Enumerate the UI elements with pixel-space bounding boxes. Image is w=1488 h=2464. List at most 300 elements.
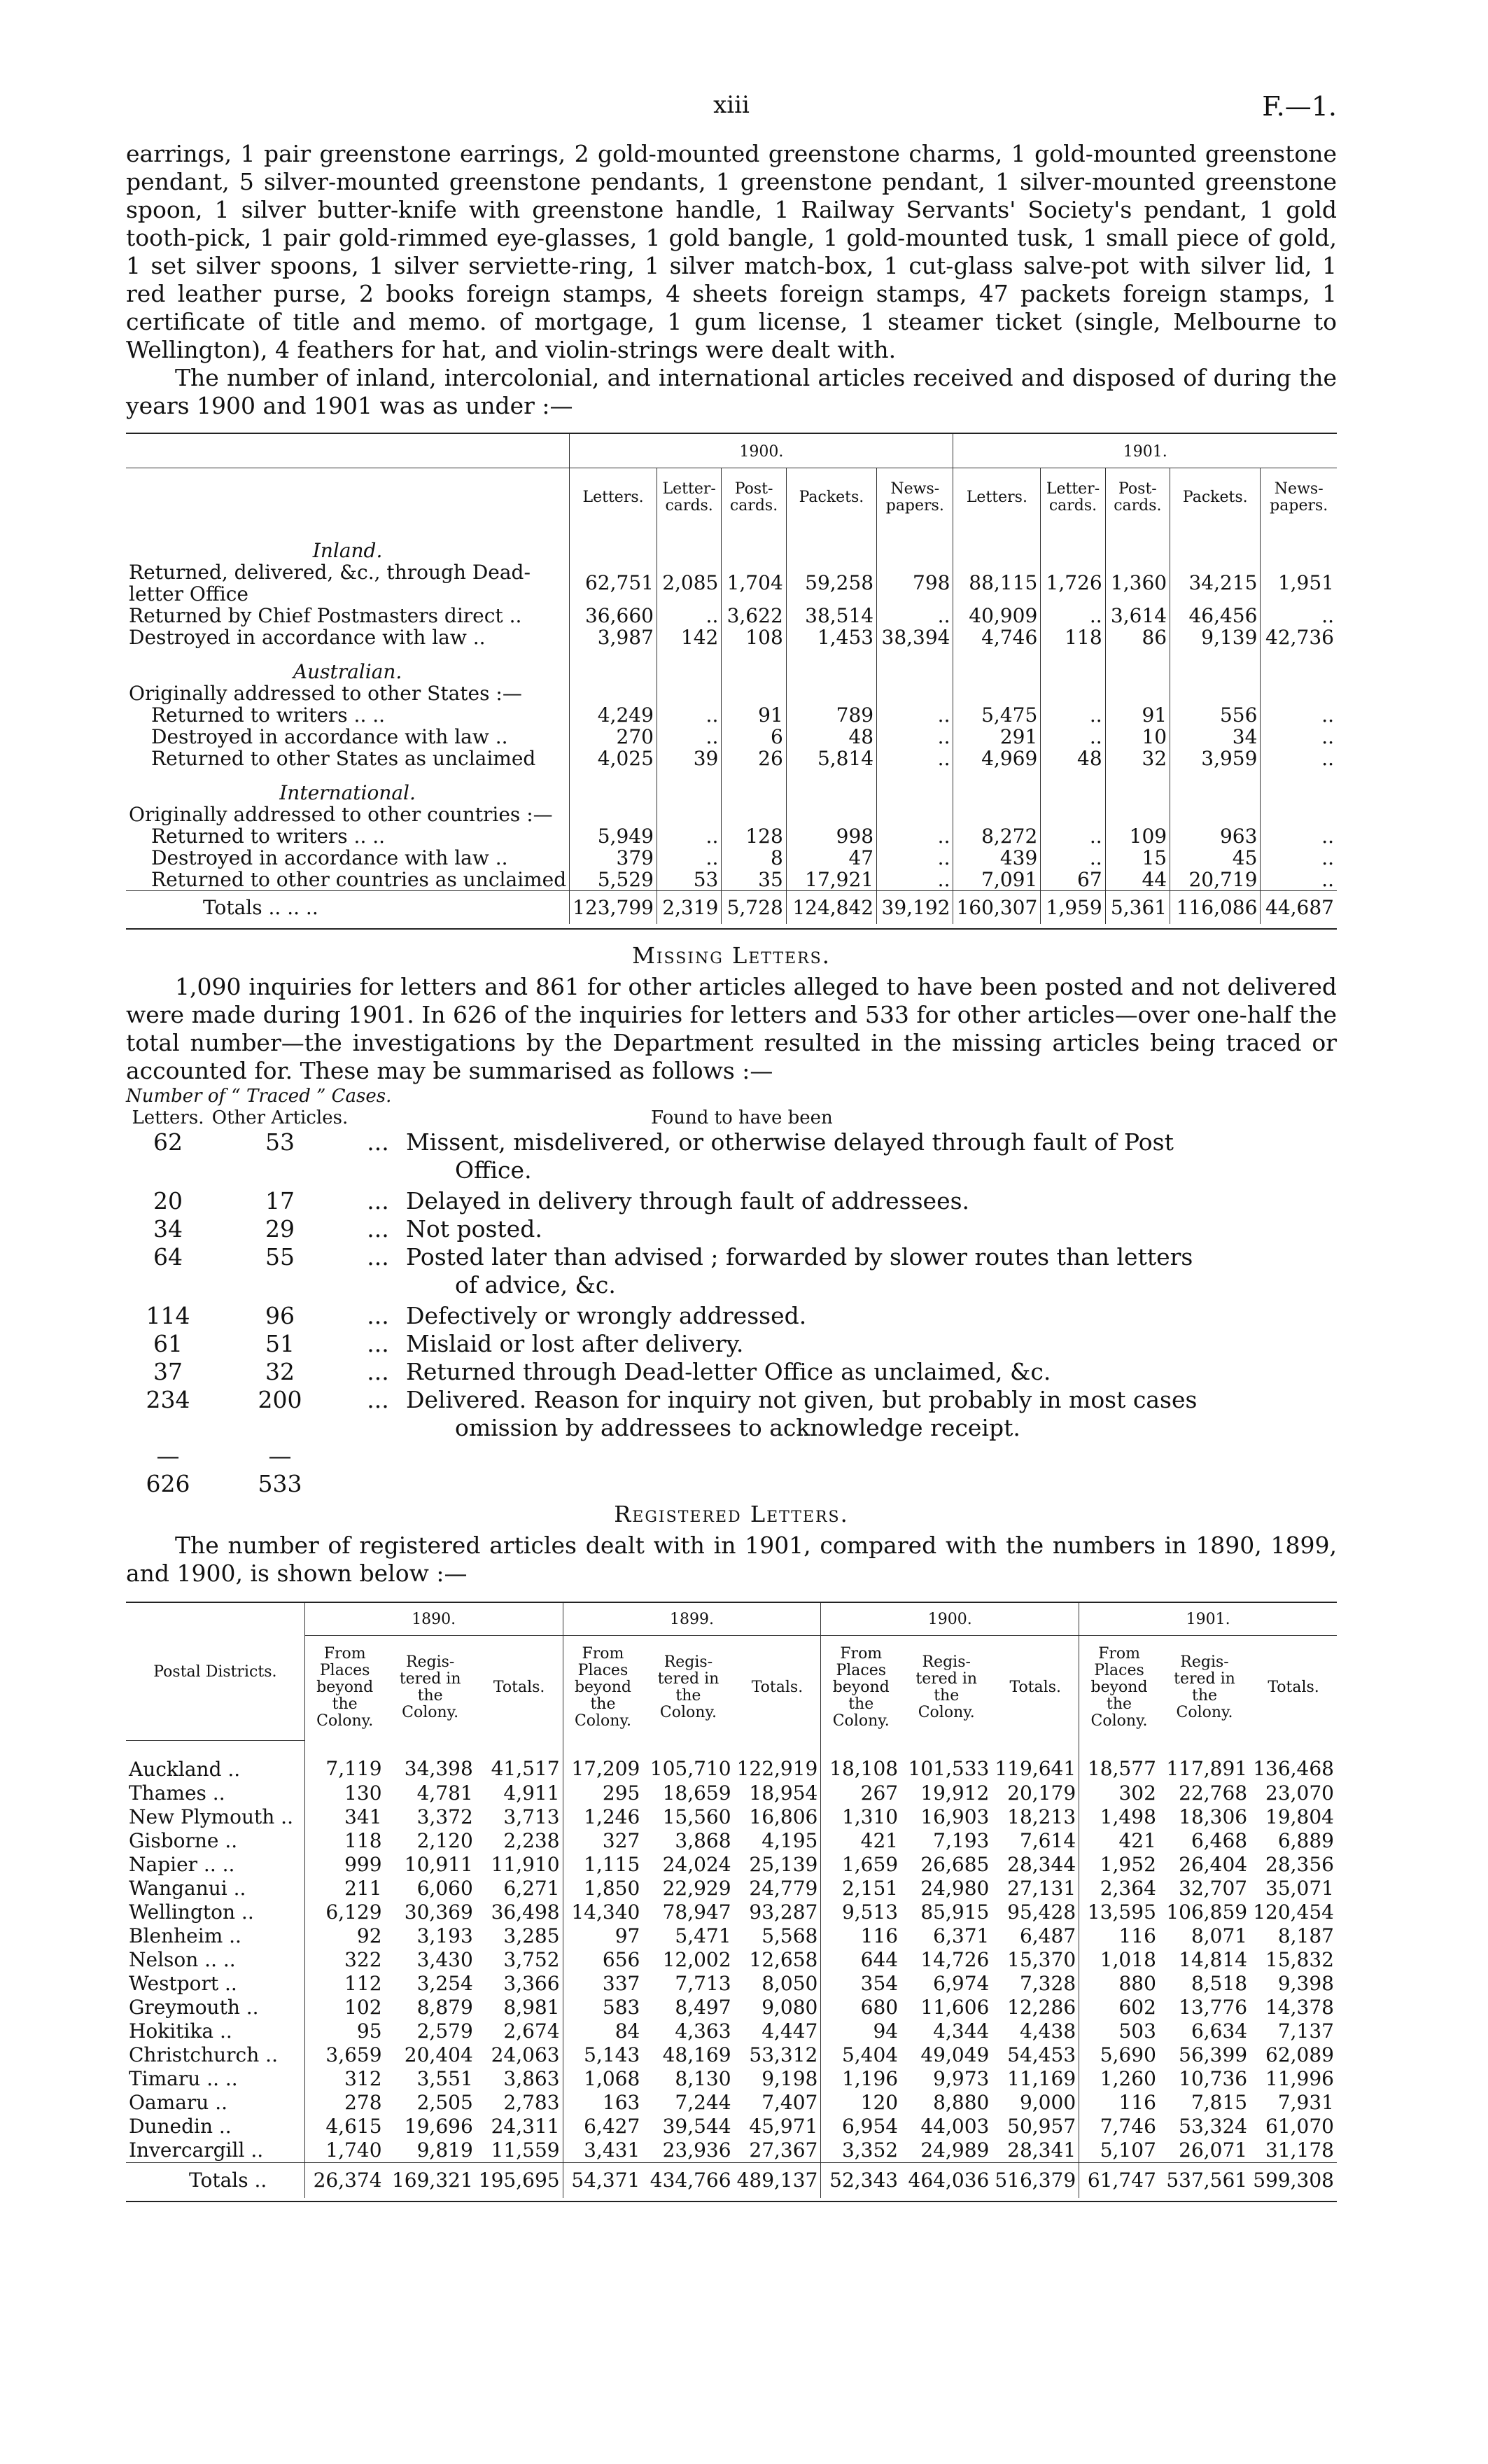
table-row [126, 1877, 1337, 1900]
district-name: Hokitika .. [129, 2019, 232, 2043]
cell-value: 91 [1105, 704, 1170, 726]
cell-value: 3,193 [416, 1924, 473, 1947]
cell-value: 7,091 [953, 869, 1041, 891]
cell-value: 16,903 [920, 1805, 990, 1828]
cell-value: 24,063 [491, 2043, 560, 2066]
cell-value: 19,696 [404, 2114, 473, 2138]
cell-value: 23,936 [662, 2138, 731, 2162]
district-name: Nelson .. .. [129, 1947, 236, 1971]
cell-value: 270 [570, 726, 657, 748]
cell-value: 24,024 [662, 1852, 731, 1876]
row-label: Destroyed in accordance with law .. [129, 625, 486, 649]
cell-value: 20,404 [404, 2043, 473, 2066]
cell-value: 6,974 [933, 1971, 990, 1995]
table-row [126, 2115, 1337, 2138]
cell-value: 105,710 [650, 1757, 731, 1781]
cell-value: 3,987 [570, 626, 657, 648]
case-description [406, 1330, 1337, 1358]
row-label: Destroyed in accordance with law .. [151, 846, 508, 869]
totals-row [126, 2162, 1337, 2198]
cell-value: 19,804 [1265, 1805, 1334, 1828]
column-header: News-papers. [1261, 468, 1337, 527]
cell-value: 31,178 [1265, 2138, 1334, 2162]
cell-value: 3,713 [503, 1805, 560, 1828]
cell-value: 54,453 [1007, 2043, 1076, 2066]
column-header: Post-cards. [1105, 468, 1170, 527]
district-name: Napier .. .. [129, 1852, 235, 1876]
cell-value: 44,003 [920, 2114, 990, 2138]
cell-value: 28,356 [1265, 1852, 1334, 1876]
case-description [406, 1358, 1337, 1386]
cell-value: 27,367 [749, 2138, 818, 2162]
total-value: 169,321 [385, 2162, 476, 2198]
column-header: Packets. [786, 468, 876, 527]
total-value: 26,374 [304, 2162, 384, 2198]
district-name: Auckland .. [129, 1757, 241, 1781]
cell-value: 7,931 [1277, 2090, 1334, 2114]
cell-value: 1,310 [821, 1805, 901, 1829]
cell-value: 10 [1105, 726, 1170, 748]
cell-value: 5,690 [1079, 2043, 1159, 2067]
district-name: Greymouth .. [129, 1995, 259, 2019]
table-row [126, 1924, 1337, 1948]
case-description [406, 1215, 1337, 1243]
table-row [126, 1829, 1337, 1853]
cell-value: 32,707 [1179, 1876, 1248, 1900]
cell-value: 312 [304, 2067, 384, 2091]
cell-value: .. [1261, 847, 1337, 869]
cell-value: 4,195 [761, 1828, 818, 1852]
letters-col-header: Letters. [132, 1107, 204, 1128]
cell-value: .. [877, 825, 953, 847]
cell-value: 25,139 [749, 1852, 818, 1876]
district-name: Gisborne .. [129, 1828, 238, 1852]
column-header: Letters. [570, 468, 657, 527]
cell-value: 3,752 [503, 1947, 560, 1971]
cell-value: 85,915 [920, 1900, 990, 1924]
cell-value: 2,579 [416, 2019, 473, 2043]
cell-value: 880 [1079, 1972, 1159, 1996]
cell-value: 3,430 [416, 1947, 473, 1971]
page-header [126, 84, 1337, 140]
cell-value: 93,287 [749, 1900, 818, 1924]
cell-value: 39 [657, 748, 721, 769]
cell-value: 5,471 [675, 1924, 731, 1947]
cell-value: 40,909 [953, 605, 1041, 626]
cell-value: 12,658 [749, 1947, 818, 1971]
section-title: Inland. [312, 538, 383, 562]
letters-count: 234 [146, 1385, 190, 1413]
cell-value: 19,912 [920, 1781, 990, 1805]
cell-value: 6,487 [1019, 1924, 1076, 1947]
total-value: 5,728 [722, 890, 786, 924]
table-row [126, 1853, 1337, 1877]
section-subtitle: Originally addressed to other States :— [129, 681, 522, 705]
cell-value: 8,187 [1277, 1924, 1334, 1947]
letters-count: 61 [153, 1329, 183, 1357]
total-value: 1,959 [1041, 890, 1105, 924]
traced-cases-list: Number of “ Traced ” Cases. Letters. Other Articles. Found to have been 62 53 ... Missent, misdelivered, or otherwise delayed through fault of Post Office. 20 17 ... Delayed in delivery through fault of addressees. 34 29 ... Not posted. 64 55 ... Posted later than advised ; forwarded by slower routes than letters of advice, &c. 114 96 ... Defectively or wrongly addressed. 61 51 ... Mislaid or lost after delivery. 37 32 ... Returned through Dead-letter Office as unclaimed, &c. 234 200 ... Delivered. Reason for inquiry not given, but probably in most cases omission by addressees to acknowledge receipt. — — 626 533 [126, 1085, 1337, 1498]
cell-value: 14,340 [563, 1900, 643, 1924]
cell-value: 34 [1170, 726, 1261, 748]
cell-value: 35,071 [1265, 1876, 1334, 1900]
cell-value: .. [1261, 726, 1337, 748]
cell-value: 56,399 [1179, 2043, 1248, 2066]
cell-value: 680 [821, 1996, 901, 2019]
cell-value: 2,151 [821, 1877, 901, 1900]
letters-count: 114 [146, 1301, 190, 1329]
cell-value: 28,341 [1007, 2138, 1076, 2162]
cell-value: 1,498 [1079, 1805, 1159, 1829]
subcolumn-header: From Places beyond the Colony. [304, 1635, 384, 1740]
leader-dots: ... [367, 1186, 389, 1214]
total-value: 464,036 [901, 2162, 992, 2198]
cell-value: 3,254 [416, 1971, 473, 1995]
cell-value: 4,447 [761, 2019, 818, 2043]
section-title: Australian. [293, 659, 402, 683]
cell-value: 122,919 [736, 1757, 818, 1781]
district-name: Thames .. [129, 1781, 225, 1805]
cell-value: 62,751 [570, 561, 657, 605]
cell-value: 53,312 [749, 2043, 818, 2066]
cell-value: .. [877, 869, 953, 891]
table-row [126, 869, 1337, 891]
cell-value: 1,740 [304, 2138, 384, 2163]
cell-value: 267 [821, 1782, 901, 1805]
cell-value: 18,306 [1179, 1805, 1248, 1828]
list-item [126, 1302, 1337, 1330]
registered-table [126, 1603, 1337, 2198]
subcolumn-header: Regis-tered in the Colony. [915, 1653, 978, 1722]
cell-value: 6 [722, 726, 786, 748]
cell-value: 53,324 [1179, 2114, 1248, 2138]
total-value: 44,687 [1261, 890, 1337, 924]
document-page [126, 84, 1337, 2202]
cell-value: 61,070 [1265, 2114, 1334, 2138]
row-label: Returned to other States as unclaimed [151, 746, 536, 770]
cell-value: 62,089 [1265, 2043, 1334, 2066]
cell-value: 1,260 [1079, 2067, 1159, 2091]
traced-caption: Number of “ Traced ” Cases. [126, 1085, 392, 1107]
total-value: 195,695 [476, 2162, 563, 2198]
cell-value: 142 [657, 626, 721, 648]
cell-value: 118 [304, 1829, 384, 1853]
cell-value: 27,131 [1007, 1876, 1076, 1900]
cell-value: 3,352 [821, 2138, 901, 2163]
other-count: 53 [265, 1128, 295, 1156]
subcolumn-header: Regis-tered in the Colony. [1174, 1653, 1235, 1722]
letters-count: 34 [153, 1214, 183, 1242]
table-row [126, 726, 1337, 748]
cell-value: 11,559 [491, 2138, 560, 2162]
cell-value: 354 [821, 1972, 901, 1996]
table-row [126, 1805, 1337, 1829]
total-letters: 626 [146, 1469, 190, 1497]
cell-value: 39,544 [662, 2114, 731, 2138]
cell-value: 8,497 [675, 1995, 731, 2019]
cell-value: .. [657, 847, 721, 869]
table-row [126, 1996, 1337, 2019]
cell-value: 6,634 [1191, 2019, 1248, 2043]
other-count: 29 [265, 1214, 295, 1242]
cell-value: 84 [563, 2019, 643, 2043]
column-header: Letters. [953, 468, 1041, 527]
cell-value: 439 [953, 847, 1041, 869]
cell-value: 13,595 [1079, 1900, 1159, 1924]
column-header: Letter-cards. [1041, 468, 1105, 527]
letters-count: 64 [153, 1242, 183, 1270]
row-label: Returned by Chief Postmasters direct .. [129, 603, 522, 627]
district-name: Invercargill .. [129, 2138, 264, 2162]
table-row [126, 561, 1337, 605]
cell-value: .. [1261, 704, 1337, 726]
district-name: Wellington .. [129, 1900, 254, 1924]
cell-value: 8,272 [953, 825, 1041, 847]
subcolumn-header: From Places beyond the Colony. [821, 1635, 901, 1740]
cell-value: 4,438 [1019, 2019, 1076, 2043]
subcolumn-header: From Places beyond the Colony. [563, 1635, 643, 1740]
table-row [126, 748, 1337, 769]
cell-value: .. [1261, 605, 1337, 626]
total-value: 489,137 [734, 2162, 821, 2198]
cell-value: 503 [1079, 2019, 1159, 2043]
total-value: 2,319 [657, 890, 721, 924]
cell-value: 9,139 [1170, 626, 1261, 648]
cell-value: 9,398 [1277, 1971, 1334, 1995]
cell-value: 24,980 [920, 1876, 990, 1900]
cell-value: 3,614 [1105, 605, 1170, 626]
cell-value: .. [877, 748, 953, 769]
cell-value: 92 [304, 1924, 384, 1948]
cell-value: 20,719 [1170, 869, 1261, 891]
cell-value: 119,641 [995, 1757, 1076, 1781]
cell-value: 136,468 [1253, 1757, 1334, 1781]
cell-value: 9,080 [761, 1995, 818, 2019]
cell-value: 337 [563, 1972, 643, 1996]
cell-value: 15,370 [1007, 1947, 1076, 1971]
table-row [126, 605, 1337, 626]
cell-value: 128 [722, 825, 786, 847]
cell-value: 4,746 [953, 626, 1041, 648]
section-title: International. [279, 780, 416, 804]
cell-value: .. [877, 726, 953, 748]
cell-value: 26 [722, 748, 786, 769]
other-count: 55 [265, 1242, 295, 1270]
district-name: Timaru .. .. [129, 2066, 238, 2090]
table-row [126, 704, 1337, 726]
cell-value: .. [1261, 869, 1337, 891]
cell-value: 15,832 [1265, 1947, 1334, 1971]
dead-letter-table [126, 434, 1337, 924]
subcolumn-header: Regis-tered in the Colony. [399, 1653, 461, 1722]
leader-dots: ... [367, 1214, 389, 1242]
totals-row [126, 890, 1337, 924]
description-text: Posted later than advised ; forwarded by slower routes than letters [406, 1242, 1193, 1270]
cell-value: .. [1041, 825, 1105, 847]
leader-dots: ... [367, 1128, 389, 1156]
table-row [126, 2067, 1337, 2091]
cell-value: 12,286 [1007, 1995, 1076, 2019]
list-item [126, 1243, 1337, 1299]
cell-value: 78,947 [662, 1900, 731, 1924]
cell-value: 7,328 [1019, 1971, 1076, 1995]
column-header: Packets. [1170, 468, 1261, 527]
registered-letters-heading: Registered Letters. [614, 1500, 849, 1527]
totals-label: Totals .. .. .. [126, 890, 570, 924]
cell-value: .. [657, 704, 721, 726]
cell-value: 6,889 [1277, 1828, 1334, 1852]
district-name: Westport .. [129, 1971, 237, 1995]
table-row [126, 1972, 1337, 1996]
total-value: 516,379 [992, 2162, 1079, 2198]
row-label: Returned to writers .. .. [151, 703, 386, 727]
cell-value: 2,120 [416, 1828, 473, 1852]
cell-value: 1,952 [1079, 1853, 1159, 1877]
cell-value: 7,746 [1079, 2115, 1159, 2138]
column-header: Post-cards. [722, 468, 786, 527]
cell-value: 1,196 [821, 2067, 901, 2091]
cell-value: .. [1261, 825, 1337, 847]
cell-value: .. [1041, 605, 1105, 626]
cell-value: 24,311 [491, 2114, 560, 2138]
year-header: 1901. [953, 434, 1337, 468]
cell-value: 53 [657, 869, 721, 891]
cell-value: 644 [821, 1948, 901, 1972]
cell-value: .. [657, 726, 721, 748]
table-row [126, 847, 1337, 869]
cell-value: 30,369 [404, 1900, 473, 1924]
cell-value: 8,981 [503, 1995, 560, 2019]
missing-paragraph: 1,090 inquiries for letters and 861 for other articles alleged to have been posted and not delivered were made during 1901. In 626 of the inquiries for letters and 533 for other articles—over one-half the total number—the investigations by the Department resulted in the missing articles being traced or accounted for. These may be summarised as follows :— [126, 972, 1337, 1084]
cell-value: 17,209 [563, 1740, 643, 1782]
total-value: 61,747 [1079, 2162, 1159, 2198]
cell-value: 5,814 [786, 748, 876, 769]
cell-value: 18,659 [662, 1781, 731, 1805]
leader-dots: ... [367, 1329, 389, 1357]
cell-value: 1,068 [563, 2067, 643, 2091]
subcolumn-header: Totals. [493, 1679, 545, 1697]
list-item [126, 1215, 1337, 1243]
cell-value: 583 [563, 1996, 643, 2019]
registered-paragraph: The number of registered articles dealt with in 1901, compared with the numbers in 1890, 1899, and 1900, is shown below :— [126, 1531, 1337, 1587]
leader-dots: ... [367, 1301, 389, 1329]
year-header: 1899. [563, 1603, 821, 1636]
letters-count: 37 [153, 1357, 183, 1385]
description-continued: of advice, &c. [455, 1270, 616, 1298]
other-count: 96 [265, 1301, 295, 1329]
cell-value: 11,606 [920, 1995, 990, 2019]
table-row [126, 2091, 1337, 2115]
cell-value: 120,454 [1253, 1900, 1334, 1924]
cell-value: 8 [722, 847, 786, 869]
cell-value: 4,025 [570, 748, 657, 769]
cell-value: 379 [570, 847, 657, 869]
cell-value: 18,213 [1007, 1805, 1076, 1828]
cell-value: 4,781 [416, 1781, 473, 1805]
cell-value: 8,050 [761, 1971, 818, 1995]
document-code: F.—1. [1262, 91, 1337, 122]
cell-value: 2,085 [657, 561, 721, 605]
table-row [126, 1900, 1337, 1924]
cell-value: 44 [1105, 869, 1170, 891]
cell-value: .. [877, 704, 953, 726]
cell-value: 8,071 [1191, 1924, 1248, 1947]
cell-value: 26,071 [1179, 2138, 1248, 2162]
cell-value: 49,049 [920, 2043, 990, 2066]
cell-value: 8,879 [416, 1995, 473, 2019]
cell-value: 6,371 [933, 1924, 990, 1947]
leader-dots: ... [367, 1242, 389, 1270]
cell-value: 656 [563, 1948, 643, 1972]
cell-value: 18,108 [821, 1740, 901, 1782]
cell-value: 302 [1079, 1782, 1159, 1805]
cell-value: 24,779 [749, 1876, 818, 1900]
cell-value: 3,551 [416, 2066, 473, 2090]
cell-value: 48,169 [662, 2043, 731, 2066]
cell-value: 32 [1105, 748, 1170, 769]
cell-value: 4,615 [304, 2115, 384, 2138]
description-text: Delayed in delivery through fault of addressees. [406, 1186, 970, 1214]
cell-value: 86 [1105, 626, 1170, 648]
other-count: 200 [258, 1385, 302, 1413]
cell-value: 5,143 [563, 2043, 643, 2067]
cell-value: 556 [1170, 704, 1261, 726]
cell-value: 15 [1105, 847, 1170, 869]
list-item [126, 1128, 1337, 1184]
cell-value: 5,568 [761, 1924, 818, 1947]
totals-label: Totals .. [126, 2162, 304, 2198]
cell-value: .. [1041, 847, 1105, 869]
other-col-header: Other Articles. [211, 1107, 349, 1128]
cell-value: 101,533 [908, 1757, 990, 1781]
cell-value: 45 [1170, 847, 1261, 869]
intro-paragraph: earrings, 1 pair greenstone earrings, 2 gold-mounted greenstone charms, 1 gold-mounted greenstone pendant, 5 silver-mounted greenstone pendants, 1 greenstone pendant, 1 silver-mounted greenstone spoon, 1 silver butter-knife with greenstone handle, 1 Railway Servants' Society's pendant, 1 gold tooth-pick, 1 pair gold-rimmed eye-glasses, 1 gold bangle, 1 gold-mounted tusk, 1 small piece of gold, 1 set silver spoons, 1 silver serviette-ring, 1 silver match-box, 1 cut-glass salve-pot with silver lid, 1 red leather purse, 2 books foreign stamps, 4 sheets foreign stamps, 47 packets foreign stamps, 1 certificate of title and memo. of mortgage, 1 gum license, 1 steamer ticket (single, Melbourne to Wellington), 4 feathers for hat, and violin-strings were dealt with. [126, 140, 1337, 363]
table-row [126, 2019, 1337, 2043]
cell-value: 48 [786, 726, 876, 748]
cell-value: 23,070 [1265, 1781, 1334, 1805]
cell-value: .. [1261, 748, 1337, 769]
cell-value: 1,659 [821, 1853, 901, 1877]
cell-value: 130 [304, 1782, 384, 1805]
cell-value: 95 [304, 2019, 384, 2043]
cell-value: 1,726 [1041, 561, 1105, 605]
district-name: Christchurch .. [129, 2043, 278, 2066]
cell-value: 421 [1079, 1829, 1159, 1853]
case-description [406, 1187, 1337, 1215]
cell-value: 22,768 [1179, 1781, 1248, 1805]
year-header: 1900. [570, 434, 953, 468]
row-label: Returned to writers .. .. [151, 824, 386, 848]
cell-value: 94 [821, 2019, 901, 2043]
cell-value: 7,614 [1019, 1828, 1076, 1852]
case-description [406, 1128, 1337, 1184]
cell-value: 59,258 [786, 561, 876, 605]
cell-value: 1,951 [1261, 561, 1337, 605]
cell-value: 28,344 [1007, 1852, 1076, 1876]
cell-value: 36,498 [491, 1900, 560, 1924]
cell-value: 3,868 [675, 1828, 731, 1852]
row-label: Returned, delivered, &c., through Dead-letter Office [129, 560, 531, 606]
cell-value: 1,246 [563, 1805, 643, 1829]
cell-value: 26,404 [1179, 1852, 1248, 1876]
total-other: 533 [258, 1469, 302, 1497]
cell-value: 3,863 [503, 2066, 560, 2090]
cell-value: 67 [1041, 869, 1105, 891]
district-name: Dunedin .. [129, 2114, 232, 2138]
district-name: Blenheim .. [129, 1924, 241, 1947]
subcolumn-header: Totals. [1009, 1679, 1061, 1697]
cell-value: 10,911 [404, 1852, 473, 1876]
